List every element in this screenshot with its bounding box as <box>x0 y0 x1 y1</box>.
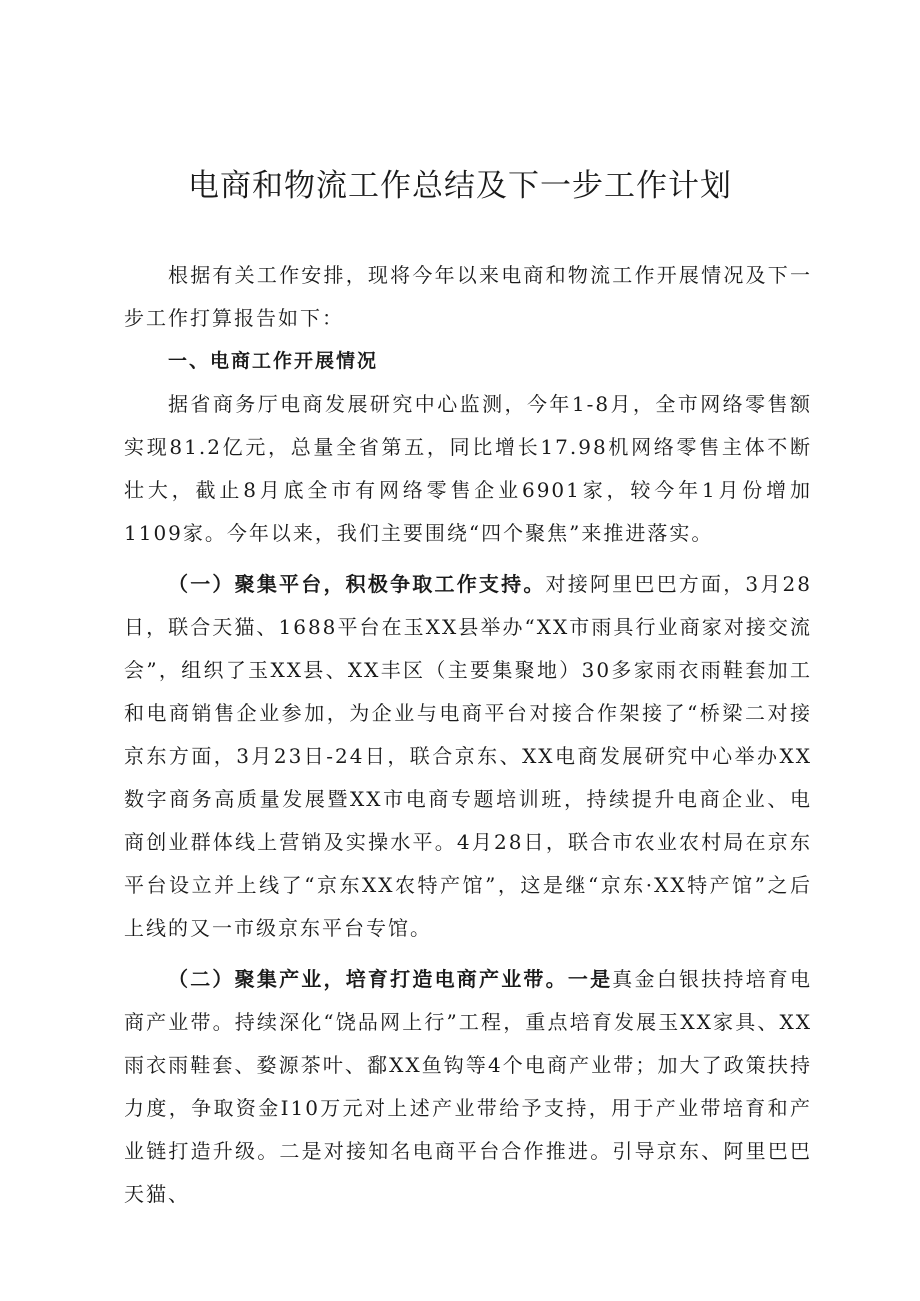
subsection-heading-industry: （二）聚集产业，培育打造电商产业带。一是 <box>168 967 613 991</box>
subsection-paragraph-industry <box>124 958 812 1216</box>
section-heading-ecommerce: 一、电商工作开展情况 <box>168 350 379 372</box>
subsection-text-industry: 真金白银扶持培育电商产业带。持续深化“饶品网上行”工程，重点培育发展玉XX家具、XX雨衣雨鞋套、婺源茶叶、鄱XX鱼钩等4个电商产业带；加大了政策扶持力度，争取资金I10万元对上述产业带给予支持，用于产业带培育和产业链打造升级。二是对接知名电商平台合作推进。引导京东、阿里巴巴天猫、 <box>124 967 813 1206</box>
subsection-paragraph-platform <box>124 563 812 950</box>
subsection-text-platform: 对接阿里巴巴方面，3月28日，联合天猫、1688平台在玉XX县举办“XX市雨具行业商家对接交流会”，组织了玉XX县、XX丰区（主要集聚地）30多家雨衣雨鞋套加工和电商销售企业参加，为企业与电商平台对接合作架接了“桥梁二对接京东方面，3月23日-24日，联合京东、XX电商发展研究中心举办XX数字商务高质量发展暨XX市电商专题培训班，持续提升电商企业、电商创业群体线上营销及实操水平。4月28日，联合市农业农村局在京东平台设立并上线了“京东XX农特产馆”，这是继“京东·XX特产馆”之后上线的又一市级京东平台专馆。 <box>124 572 812 940</box>
document-body <box>124 254 812 1216</box>
document-title: 电商和物流工作总结及下一步工作计划 <box>188 168 732 204</box>
subsection-heading-platform: （一）聚集平台，积极争取工作支持。 <box>168 572 546 596</box>
intro-paragraph: 根据有关工作安排，现将今年以来电商和物流工作开展情况及下一步工作打算报告如下： <box>124 263 812 330</box>
section-paragraph-ecommerce: 据省商务厅电商发展研究中心监测，今年1-8月，全市网络零售额实现81.2亿元，总量全省第五，同比增长17.98机网络零售主体不断壮大，截止8月底全市有网络零售企业6901家，较今年1月份增加1109家。今年以来，我们主要围绕“四个聚焦”来推进落实。 <box>124 392 812 545</box>
